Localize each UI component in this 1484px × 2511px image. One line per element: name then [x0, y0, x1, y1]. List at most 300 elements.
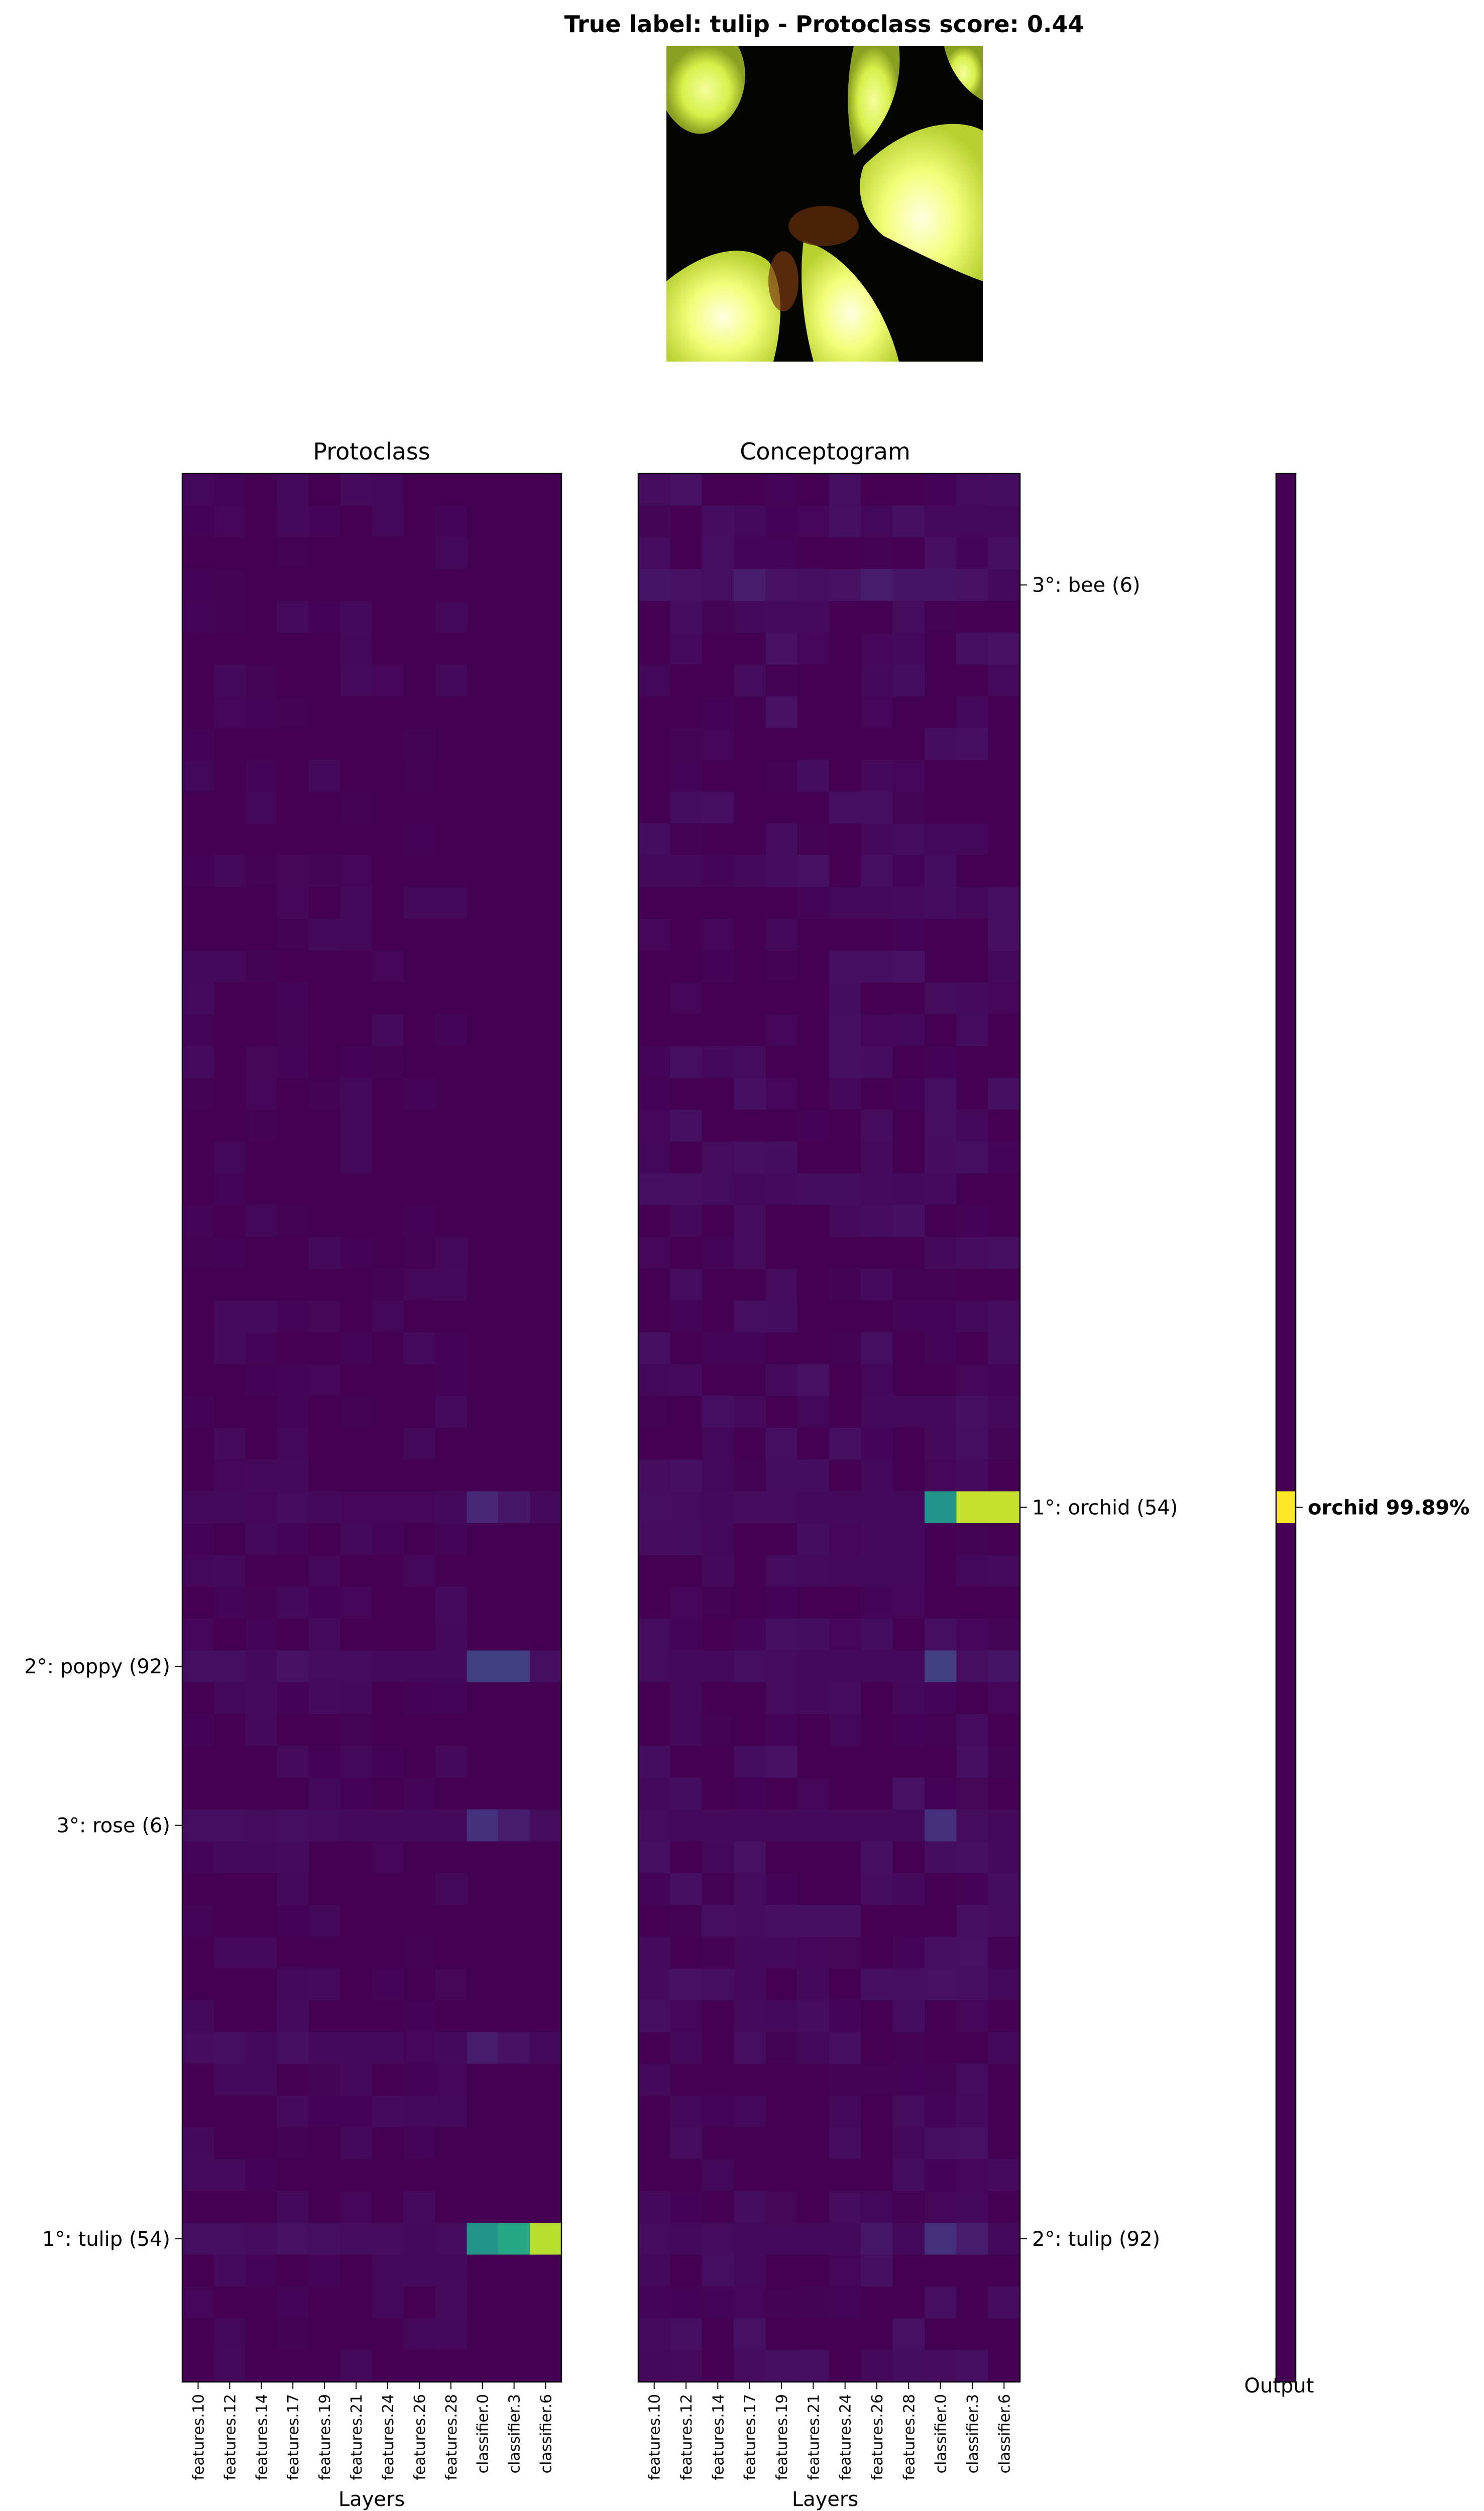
heatmap-cell	[246, 1682, 278, 1715]
protoclass-xlabel: Layers	[338, 2488, 405, 2511]
heatmap-cell	[797, 1778, 830, 1810]
heatmap-cell	[403, 1650, 435, 1682]
heatmap-cell	[403, 1078, 435, 1110]
heatmap-cell	[861, 2287, 893, 2319]
x-tick-label: classifier.0	[932, 2394, 950, 2474]
heatmap-cell	[893, 728, 925, 760]
x-tick-label: features.26	[869, 2394, 886, 2480]
heatmap-cell	[182, 1078, 214, 1110]
heatmap-cell	[702, 1014, 734, 1047]
heatmap-cell	[277, 1523, 309, 1555]
heatmap-cell	[670, 1969, 702, 2001]
heatmap-cell	[309, 1492, 341, 1524]
heatmap-cell	[214, 1459, 246, 1492]
heatmap-cell	[530, 601, 562, 633]
heatmap-cell	[309, 1682, 341, 1715]
heatmap-cell	[925, 1173, 957, 1205]
heatmap-cell	[861, 664, 893, 697]
heatmap-cell	[861, 1205, 893, 1237]
heatmap-cell	[861, 887, 893, 919]
heatmap-cell	[797, 1269, 830, 1301]
heatmap-cell	[309, 1650, 341, 1682]
heatmap-cell	[467, 1650, 499, 1682]
heatmap-cell	[340, 1492, 373, 1524]
heatmap-cell	[765, 2350, 797, 2382]
heatmap-cell	[670, 1173, 702, 1205]
heatmap-cell	[372, 1301, 404, 1333]
heatmap-cell	[638, 1523, 670, 1555]
heatmap-cell	[340, 1396, 373, 1428]
heatmap-cell	[1276, 1269, 1296, 1301]
heatmap-cell	[861, 1555, 893, 1587]
heatmap-cell	[1276, 1492, 1296, 1524]
heatmap-cell	[638, 919, 670, 951]
heatmap-cell	[988, 601, 1020, 633]
heatmap-cell	[214, 824, 246, 856]
heatmap-cell	[277, 1714, 309, 1746]
heatmap-cell	[309, 824, 341, 856]
heatmap-cell	[925, 1459, 957, 1492]
heatmap-cell	[702, 1173, 734, 1205]
heatmap-cell	[1276, 2223, 1296, 2255]
heatmap-cell	[861, 951, 893, 983]
heatmap-cell	[765, 2096, 797, 2128]
heatmap-cell	[861, 1173, 893, 1205]
heatmap-cell	[956, 1587, 988, 1619]
heatmap-cell	[246, 2287, 278, 2319]
heatmap-cell	[403, 919, 435, 951]
heatmap-cell	[467, 1587, 499, 1619]
heatmap-cell	[277, 760, 309, 792]
heatmap-cell	[530, 1809, 562, 1842]
heatmap-cell	[925, 1269, 957, 1301]
heatmap-cell	[309, 601, 341, 633]
heatmap-cell	[498, 1905, 530, 1937]
heatmap-cell	[182, 2000, 214, 2032]
heatmap-cell	[734, 1428, 766, 1460]
heatmap-cell	[702, 1523, 734, 1555]
heatmap-cell	[893, 2255, 925, 2287]
heatmap-cell	[530, 537, 562, 569]
heatmap-cell	[340, 1905, 373, 1937]
heatmap-cell	[372, 760, 404, 792]
heatmap-cell	[403, 633, 435, 665]
heatmap-cell	[214, 2096, 246, 2128]
heatmap-cell	[214, 505, 246, 537]
heatmap-cell	[765, 1301, 797, 1333]
heatmap-cell	[956, 601, 988, 633]
heatmap-cell	[498, 1205, 530, 1237]
heatmap-cell	[956, 664, 988, 697]
heatmap-cell	[925, 1205, 957, 1237]
heatmap-cell	[1276, 537, 1296, 569]
heatmap-cell	[530, 633, 562, 665]
heatmap-cell	[638, 1587, 670, 1619]
heatmap-cell	[530, 728, 562, 760]
heatmap-cell	[498, 1714, 530, 1746]
heatmap-cell	[797, 2318, 830, 2350]
heatmap-cell	[638, 791, 670, 824]
heatmap-cell	[925, 2064, 957, 2096]
heatmap-cell	[372, 1714, 404, 1746]
heatmap-cell	[734, 569, 766, 601]
heatmap-cell	[403, 1746, 435, 1778]
heatmap-cell	[638, 1873, 670, 1905]
heatmap-cell	[1276, 1332, 1296, 1364]
heatmap-cell	[435, 2127, 467, 2159]
heatmap-cell	[829, 2350, 861, 2382]
heatmap-cell	[530, 569, 562, 601]
heatmap-cell	[403, 1619, 435, 1651]
heatmap-cell	[829, 791, 861, 824]
heatmap-cell	[797, 1237, 830, 1269]
heatmap-cell	[530, 1619, 562, 1651]
heatmap-cell	[638, 2255, 670, 2287]
heatmap-cell	[734, 1110, 766, 1142]
heatmap-cell	[702, 2127, 734, 2159]
heatmap-cell	[702, 696, 734, 728]
heatmap-cell	[340, 2127, 373, 2159]
heatmap-cell	[861, 1841, 893, 1873]
heatmap-cell	[277, 1936, 309, 1969]
heatmap-cell	[893, 1364, 925, 1396]
heatmap-cell	[372, 505, 404, 537]
heatmap-cell	[638, 1619, 670, 1651]
heatmap-cell	[467, 2000, 499, 2032]
heatmap-cell	[765, 1110, 797, 1142]
heatmap-cell	[670, 1555, 702, 1587]
heatmap-cell	[893, 1078, 925, 1110]
heatmap-cell	[277, 855, 309, 887]
heatmap-cell	[925, 1396, 957, 1428]
heatmap-cell	[277, 919, 309, 951]
output-heatmap	[1276, 474, 1469, 2382]
heatmap-cell	[372, 1650, 404, 1682]
heatmap-cell	[403, 951, 435, 983]
heatmap-cell	[340, 1969, 373, 2001]
heatmap-cell	[372, 633, 404, 665]
heatmap-cell	[925, 696, 957, 728]
heatmap-cell	[702, 1969, 734, 2001]
heatmap-cell	[214, 2191, 246, 2223]
heatmap-cell	[372, 1428, 404, 1460]
heatmap-cell	[702, 1841, 734, 1873]
heatmap-cell	[797, 1969, 830, 2001]
heatmap-cell	[435, 1936, 467, 1969]
heatmap-cell	[638, 1936, 670, 1969]
heatmap-cell	[1276, 1809, 1296, 1842]
heatmap-cell	[530, 2318, 562, 2350]
heatmap-cell	[734, 1269, 766, 1301]
heatmap-cell	[797, 760, 830, 792]
heatmap-cell	[435, 1269, 467, 1301]
heatmap-cell	[277, 2287, 309, 2319]
heatmap-cell	[435, 982, 467, 1014]
flower-photo	[666, 46, 983, 362]
heatmap-cell	[956, 824, 988, 856]
heatmap-cell	[498, 951, 530, 983]
heatmap-cell	[988, 1396, 1020, 1428]
heatmap-cell	[829, 537, 861, 569]
heatmap-cell	[925, 2223, 957, 2255]
heatmap-cell	[861, 2191, 893, 2223]
heatmap-cell	[246, 1110, 278, 1142]
x-tick-label: classifier.3	[964, 2394, 982, 2474]
heatmap-cell	[829, 1587, 861, 1619]
heatmap-cell	[182, 664, 214, 697]
heatmap-cell	[340, 855, 373, 887]
heatmap-cell	[861, 760, 893, 792]
heatmap-cell	[797, 1873, 830, 1905]
heatmap-cell	[893, 887, 925, 919]
heatmap-cell	[372, 2318, 404, 2350]
heatmap-cell	[861, 2032, 893, 2064]
heatmap-cell	[214, 2255, 246, 2287]
heatmap-cell	[214, 2318, 246, 2350]
heatmap-cell	[372, 2127, 404, 2159]
heatmap-cell	[670, 2127, 702, 2159]
heatmap-cell	[372, 2287, 404, 2319]
heatmap-cell	[797, 696, 830, 728]
heatmap-cell	[372, 1364, 404, 1396]
heatmap-cell	[467, 887, 499, 919]
heatmap-cell	[403, 1269, 435, 1301]
heatmap-cell	[372, 1332, 404, 1364]
heatmap-cell	[765, 1459, 797, 1492]
heatmap-cell	[182, 760, 214, 792]
heatmap-cell	[893, 1587, 925, 1619]
heatmap-cell	[702, 855, 734, 887]
heatmap-cell	[277, 2191, 309, 2223]
figure-title: True label: tulip - Protoclass score: 0.44	[564, 11, 1084, 38]
heatmap-cell	[277, 2223, 309, 2255]
heatmap-cell	[734, 824, 766, 856]
heatmap-cell	[340, 2032, 373, 2064]
heatmap-cell	[340, 1142, 373, 1174]
heatmap-cell	[403, 1014, 435, 1047]
heatmap-cell	[670, 1459, 702, 1492]
heatmap-cell	[702, 2159, 734, 2192]
heatmap-cell	[246, 2032, 278, 2064]
heatmap-cell	[893, 760, 925, 792]
heatmap-cell	[670, 855, 702, 887]
heatmap-cell	[988, 1205, 1020, 1237]
heatmap-cell	[403, 505, 435, 537]
heatmap-cell	[702, 2255, 734, 2287]
heatmap-cell	[467, 1459, 499, 1492]
heatmap-cell	[670, 728, 702, 760]
heatmap-cell	[309, 1778, 341, 1810]
heatmap-cell	[309, 951, 341, 983]
heatmap-cell	[403, 982, 435, 1014]
heatmap-cell	[797, 1714, 830, 1746]
heatmap-cell	[246, 1809, 278, 1842]
heatmap-cell	[925, 1778, 957, 1810]
heatmap-cell	[893, 1555, 925, 1587]
heatmap-cell	[670, 2159, 702, 2192]
heatmap-cell	[893, 1873, 925, 1905]
heatmap-cell	[1276, 919, 1296, 951]
heatmap-cell	[498, 1778, 530, 1810]
heatmap-cell	[277, 1396, 309, 1428]
heatmap-cell	[765, 1078, 797, 1110]
heatmap-cell	[670, 537, 702, 569]
heatmap-cell	[1276, 1173, 1296, 1205]
heatmap-cell	[893, 2350, 925, 2382]
heatmap-cell	[435, 728, 467, 760]
heatmap-cell	[734, 2350, 766, 2382]
heatmap-cell	[638, 2000, 670, 2032]
heatmap-cell	[1276, 2287, 1296, 2319]
heatmap-cell	[638, 2096, 670, 2128]
heatmap-cell	[214, 1714, 246, 1746]
heatmap-cell	[956, 2223, 988, 2255]
heatmap-cell	[797, 664, 830, 697]
heatmap-cell	[467, 1523, 499, 1555]
y-tick-label: 2°: poppy (92)	[24, 1655, 170, 1678]
heatmap-cell	[670, 474, 702, 506]
heatmap-cell	[372, 1778, 404, 1810]
heatmap-cell	[797, 1078, 830, 1110]
heatmap-cell	[925, 1746, 957, 1778]
heatmap-cell	[498, 601, 530, 633]
heatmap-cell	[403, 2191, 435, 2223]
heatmap-cell	[182, 1587, 214, 1619]
heatmap-cell	[797, 2096, 830, 2128]
heatmap-cell	[988, 505, 1020, 537]
heatmap-cell	[988, 919, 1020, 951]
heatmap-cell	[734, 1587, 766, 1619]
heatmap-cell	[765, 1555, 797, 1587]
heatmap-cell	[861, 2350, 893, 2382]
heatmap-cell	[956, 1014, 988, 1047]
heatmap-cell	[372, 1969, 404, 2001]
heatmap-cell	[638, 1110, 670, 1142]
heatmap-cell	[435, 1459, 467, 1492]
heatmap-cell	[214, 2350, 246, 2382]
heatmap-cell	[340, 2096, 373, 2128]
heatmap-cell	[246, 2350, 278, 2382]
heatmap-cell	[1276, 1364, 1296, 1396]
heatmap-cell	[277, 1301, 309, 1333]
heatmap-cell	[797, 855, 830, 887]
heatmap-cell	[765, 760, 797, 792]
heatmap-cell	[403, 2223, 435, 2255]
heatmap-cell	[214, 1301, 246, 1333]
heatmap-cell	[734, 791, 766, 824]
heatmap-cell	[670, 1237, 702, 1269]
heatmap-cell	[498, 1173, 530, 1205]
heatmap-cell	[1276, 1587, 1296, 1619]
heatmap-cell	[765, 951, 797, 983]
heatmap-cell	[734, 2032, 766, 2064]
heatmap-cell	[670, 1650, 702, 1682]
heatmap-cell	[797, 951, 830, 983]
heatmap-cell	[1276, 760, 1296, 792]
heatmap-cell	[638, 1301, 670, 1333]
heatmap-cell	[277, 1778, 309, 1810]
heatmap-cell	[670, 919, 702, 951]
heatmap-cell	[340, 2000, 373, 2032]
heatmap-cell	[670, 2000, 702, 2032]
heatmap-cell	[372, 1619, 404, 1651]
heatmap-cell	[638, 537, 670, 569]
heatmap-cell	[734, 1142, 766, 1174]
heatmap-cell	[829, 1110, 861, 1142]
heatmap-cell	[702, 1142, 734, 1174]
heatmap-cell	[797, 2287, 830, 2319]
heatmap-cell	[765, 919, 797, 951]
heatmap-cell	[372, 696, 404, 728]
heatmap-cell	[246, 474, 278, 506]
heatmap-cell	[530, 1110, 562, 1142]
heatmap-cell	[403, 537, 435, 569]
heatmap-cell	[309, 1841, 341, 1873]
heatmap-cell	[530, 1269, 562, 1301]
x-tick-label: classifier.0	[474, 2394, 492, 2474]
heatmap-cell	[277, 2096, 309, 2128]
heatmap-cell	[956, 919, 988, 951]
heatmap-cell	[925, 1492, 957, 1524]
heatmap-cell	[309, 1459, 341, 1492]
heatmap-cell	[765, 1809, 797, 1842]
heatmap-cell	[182, 951, 214, 983]
heatmap-cell	[670, 2096, 702, 2128]
heatmap-cell	[182, 1364, 214, 1396]
heatmap-cell	[277, 2064, 309, 2096]
heatmap-cell	[1276, 601, 1296, 633]
heatmap-cell	[797, 1205, 830, 1237]
heatmap-cell	[498, 1364, 530, 1396]
heatmap-cell	[182, 601, 214, 633]
heatmap-cell	[309, 2191, 341, 2223]
heatmap-cell	[277, 1046, 309, 1078]
heatmap-cell	[1276, 982, 1296, 1014]
heatmap-cell	[797, 791, 830, 824]
heatmap-cell	[530, 2032, 562, 2064]
heatmap-cell	[309, 1142, 341, 1174]
heatmap-cell	[530, 1237, 562, 1269]
heatmap-cell	[670, 1301, 702, 1333]
heatmap-cell	[277, 2032, 309, 2064]
heatmap-cell	[638, 887, 670, 919]
heatmap-cell	[214, 2223, 246, 2255]
heatmap-cell	[309, 1332, 341, 1364]
heatmap-cell	[765, 1778, 797, 1810]
heatmap-cell	[214, 1809, 246, 1842]
heatmap-cell	[638, 633, 670, 665]
heatmap-cell	[765, 855, 797, 887]
heatmap-cell	[638, 982, 670, 1014]
heatmap-cell	[734, 1936, 766, 1969]
heatmap-cell	[246, 2191, 278, 2223]
heatmap-cell	[467, 1778, 499, 1810]
heatmap-cell	[638, 2223, 670, 2255]
heatmap-cell	[435, 1746, 467, 1778]
heatmap-cell	[182, 1969, 214, 2001]
heatmap-cell	[530, 2350, 562, 2382]
heatmap-cell	[246, 505, 278, 537]
heatmap-cell	[372, 791, 404, 824]
heatmap-cell	[797, 1555, 830, 1587]
heatmap-cell	[988, 1459, 1020, 1492]
heatmap-cell	[925, 1841, 957, 1873]
heatmap-cell	[467, 1428, 499, 1460]
heatmap-cell	[893, 1905, 925, 1937]
heatmap-cell	[893, 2096, 925, 2128]
heatmap-cell	[277, 982, 309, 1014]
heatmap-cell	[638, 824, 670, 856]
